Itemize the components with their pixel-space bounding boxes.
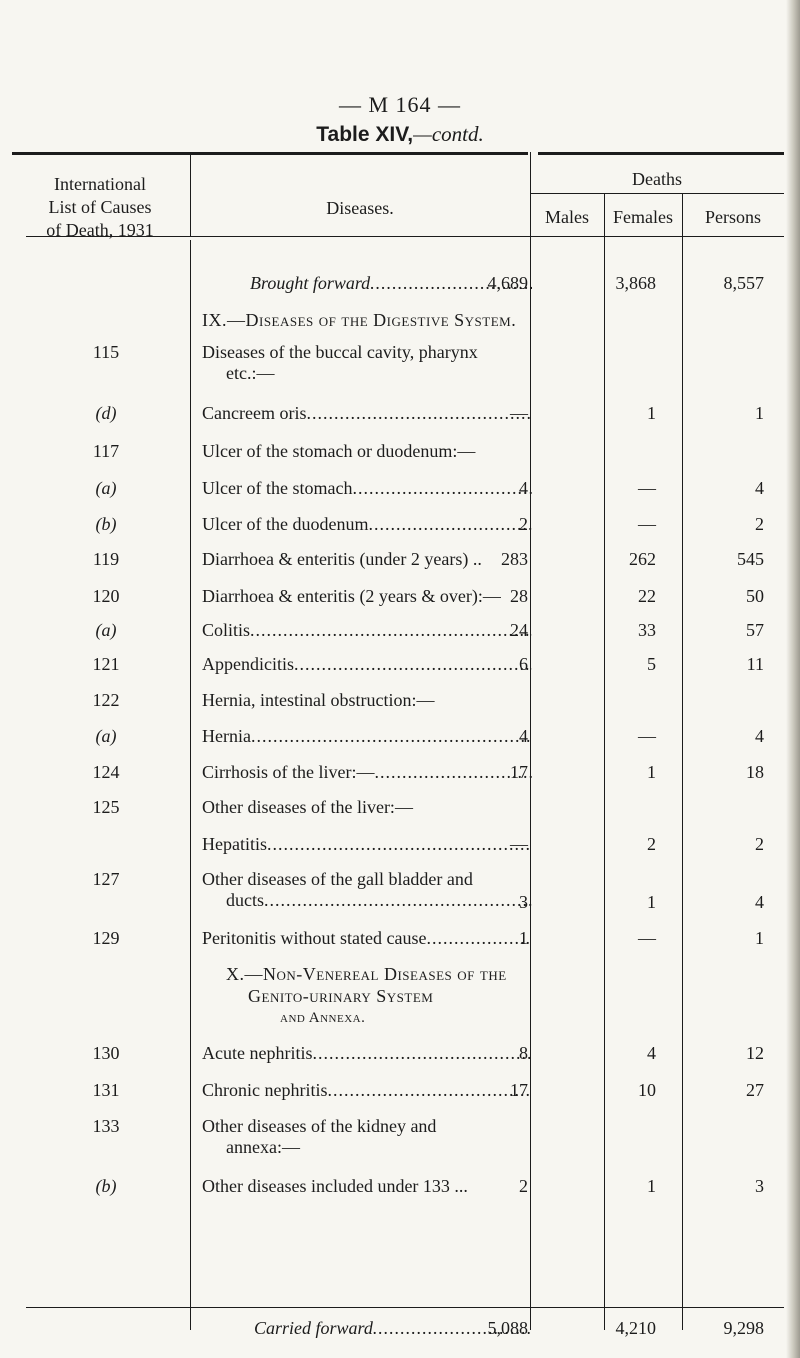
row-males: 283 [501,549,528,569]
row-males: 17 [510,762,528,782]
row-persons: 4 [755,726,764,746]
top-rule-right [538,152,784,155]
row-label [202,620,532,641]
row-label-line-2: ducts [226,890,264,910]
row-females: 5 [647,654,656,674]
row-females: 1 [647,403,656,423]
row-females: 1 [647,1176,656,1196]
row-persons: 4 [755,478,764,498]
row-persons: 3 [755,1176,764,1196]
header-males: Males [545,207,589,227]
row-persons: 2 [755,834,764,854]
carried-forward-females: 4,210 [615,1318,656,1338]
row-females: 4 [647,1043,656,1063]
row-persons: 2 [755,514,764,534]
row-females: — [638,726,656,746]
row-label [202,403,532,424]
row-females: 2 [647,834,656,854]
row-females: 10 [638,1080,656,1100]
row-code: 119 [92,549,120,569]
header-code-line-3: of Death, 1931 [46,220,154,240]
row-males: 1 [519,928,528,948]
row-females: 22 [638,586,656,606]
row-label [202,869,532,911]
row-code: 133 [92,1116,120,1136]
row-code: 124 [92,762,120,782]
row-code: (b) [95,1176,117,1196]
table-title-contd: —contd. [413,122,484,146]
header-code-line-2: List of Causes [48,197,152,217]
row-label-line-1: Other diseases of the kidney and [202,1116,437,1136]
section-ix-heading: IX.—Diseases of the Digestive System. [202,310,517,330]
row-label-text: Acute nephritis [202,1043,313,1063]
col-divider-3 [604,193,605,1330]
row-label-text: Cancreem oris [202,403,307,423]
row-persons: 12 [746,1043,764,1063]
row-males: — [510,834,528,854]
header-diseases: Diseases. [326,198,394,218]
row-code: (a) [95,478,117,498]
row-label-text: Hernia [202,726,251,746]
total-rule [26,1307,784,1308]
top-rule-left [12,152,528,155]
row-label: Other diseases of the liver:— [202,797,413,817]
row-label-text: Peritonitis without stated cause [202,928,427,948]
row-persons: 27 [746,1080,764,1100]
row-code: 117 [92,441,120,461]
section-x-line-3: and Annexa. [280,1010,366,1026]
col-divider-1b [190,240,191,1330]
row-label-text: Hepatitis [202,834,267,854]
brought-forward-label [202,273,532,294]
row-code: 130 [92,1043,120,1063]
row-females: 1 [647,762,656,782]
row-label [202,726,532,747]
row-label-line-2: etc.:— [226,363,275,383]
row-code: (b) [95,514,117,534]
row-females: 262 [629,549,656,569]
row-label [202,762,532,783]
row-code: 125 [92,797,120,817]
row-label [202,834,532,855]
carried-forward-label [202,1318,532,1339]
row-persons: 1 [755,403,764,423]
row-persons: 50 [746,586,764,606]
row-persons: 57 [746,620,764,640]
row-code: 127 [92,869,120,889]
row-label-text: Cirrhosis of the liver:— [202,762,375,782]
row-label-line-1: Other diseases of the gall bladder and [202,869,473,889]
col-divider-4 [682,193,683,1330]
row-persons: 11 [746,654,764,674]
row-males: 4 [519,478,528,498]
row-label-text: Appendicitis [202,654,294,674]
page-number: — M 164 — [338,92,462,117]
section-x-line-1: X.—Non-Venereal Diseases of the [226,964,507,984]
row-label-text: Ulcer of the duodenum [202,514,369,534]
row-males: 17 [510,1080,528,1100]
table-title-text: Table XIV, [316,123,414,146]
row-males: 28 [510,586,528,606]
page-edge-shadow [786,0,800,1358]
row-label [202,654,532,675]
row-males: 3 [519,892,528,912]
row-label [202,1080,532,1101]
table-title [0,122,800,147]
row-code: 129 [92,928,120,948]
row-label-line-1: Diseases of the buccal cavity, pharynx [202,342,478,362]
row-code: 122 [92,690,120,710]
row-males: 8 [519,1043,528,1063]
row-label: Hernia, intestinal obstruction:— [202,690,435,710]
row-code: (d) [95,403,117,423]
row-females: — [638,478,656,498]
brought-forward-males: 4,689 [487,273,528,293]
row-persons: 545 [737,549,764,569]
row-label: Other diseases included under 133 ... [202,1176,468,1196]
row-label-line-2: annexa:— [226,1137,300,1157]
col-divider-1 [190,152,191,236]
carried-forward-males: 5,088 [487,1318,528,1338]
section-x-heading [202,963,528,1029]
row-label [202,478,532,499]
carried-forward-text: Carried forward [254,1318,373,1338]
row-persons: 18 [746,762,764,782]
row-males: 4 [519,726,528,746]
row-code: 121 [92,654,120,674]
row-females: 1 [647,892,656,912]
row-persons: 4 [755,892,764,912]
row-label [202,342,532,384]
carried-forward-persons: 9,298 [723,1318,764,1338]
header-females: Females [613,207,673,227]
row-label: Ulcer of the stomach or duodenum:— [202,441,476,461]
row-label: Diarrhoea & enteritis (under 2 years) .. [202,549,482,569]
row-females: 33 [638,620,656,640]
row-code: 131 [92,1080,120,1100]
row-label [202,514,532,535]
deaths-subheader-rule [530,193,784,194]
header-code [12,173,188,242]
row-label [202,928,532,949]
row-persons: 1 [755,928,764,948]
header-deaths: Deaths [632,169,682,189]
row-code: 115 [92,342,120,362]
row-code: 120 [92,586,120,606]
section-x-line-2: Genito-urinary System [248,986,434,1006]
brought-forward-females: 3,868 [615,273,656,293]
row-males: — [510,403,528,423]
row-females: — [638,514,656,534]
brought-forward-text: Brought forward [250,273,371,293]
row-males: 6 [519,654,528,674]
row-females: — [638,928,656,948]
row-label-text: Chronic nephritis [202,1080,328,1100]
row-label [202,1043,532,1064]
row-label-text: Colitis [202,620,251,640]
brought-forward-persons: 8,557 [723,273,764,293]
row-males: 2 [519,1176,528,1196]
row-males: 24 [510,620,528,640]
row-code: (a) [95,620,117,640]
row-label [202,1116,532,1158]
row-code: (a) [95,726,117,746]
header-persons: Persons [704,207,761,227]
row-label: Diarrhoea & enteritis (2 years & over):— [202,586,501,606]
row-label-text: Ulcer of the stomach [202,478,353,498]
header-code-line-1: International [54,174,146,194]
row-males: 2 [519,514,528,534]
